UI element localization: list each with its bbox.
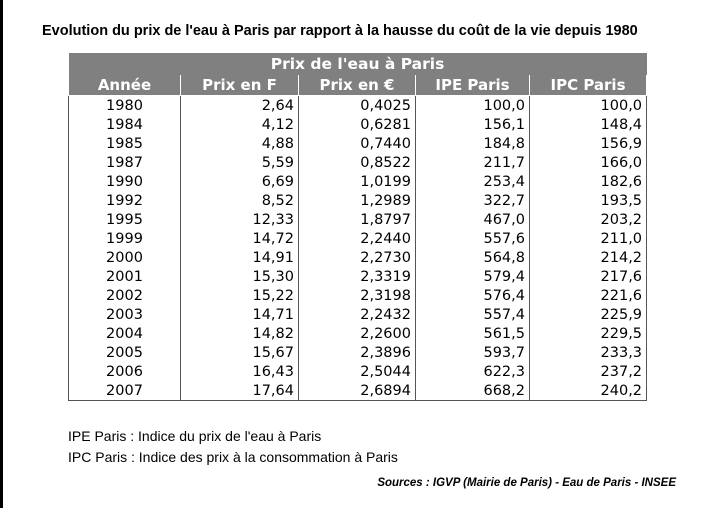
cell-ipe: 668,2 [416,381,530,401]
note-ipe: IPE Paris : Indice du prix de l'eau à Paris [68,428,322,444]
cell-prix-f: 15,30 [181,267,299,286]
cell-prix-euro: 2,2440 [299,229,416,248]
cell-prix-euro: 0,6281 [299,115,416,134]
cell-ipe: 564,8 [416,248,530,267]
cell-prix-f: 15,22 [181,286,299,305]
cell-annee: 1980 [69,96,181,116]
cell-ipc: 166,0 [530,153,647,172]
cell-prix-euro: 2,2432 [299,305,416,324]
cell-ipe: 579,4 [416,267,530,286]
cell-ipe: 322,7 [416,191,530,210]
cell-prix-euro: 2,2730 [299,248,416,267]
column-header-annee: Année [69,75,181,96]
cell-annee: 1995 [69,210,181,229]
table-row [69,267,647,286]
cell-prix-euro: 2,3896 [299,343,416,362]
cell-prix-f: 14,71 [181,305,299,324]
cell-annee: 1984 [69,115,181,134]
cell-ipc: 100,0 [530,96,647,116]
cell-prix-euro: 2,3198 [299,286,416,305]
cell-annee: 2002 [69,286,181,305]
table-group-header: Prix de l'eau à Paris [69,53,647,75]
cell-ipe: 211,7 [416,153,530,172]
cell-ipc: 233,3 [530,343,647,362]
column-header-prix-euro: Prix en € [299,75,416,96]
cell-annee: 2006 [69,362,181,381]
cell-prix-euro: 1,0199 [299,172,416,191]
table-row [69,210,647,229]
cell-annee: 2005 [69,343,181,362]
cell-prix-f: 4,12 [181,115,299,134]
cell-prix-f: 4,88 [181,134,299,153]
cell-annee: 2003 [69,305,181,324]
cell-ipe: 100,0 [416,96,530,116]
cell-prix-f: 2,64 [181,96,299,116]
table-row [69,324,647,343]
cell-ipc: 221,6 [530,286,647,305]
cell-prix-euro: 2,2600 [299,324,416,343]
cell-annee: 1999 [69,229,181,248]
table-row [69,248,647,267]
cell-ipc: 237,2 [530,362,647,381]
cell-prix-euro: 0,7440 [299,134,416,153]
column-header-ipc: IPC Paris [530,75,647,96]
cell-ipe: 184,8 [416,134,530,153]
left-border-rule [0,0,3,508]
cell-annee: 1990 [69,172,181,191]
cell-ipc: 203,2 [530,210,647,229]
column-header-prix-f: Prix en F [181,75,299,96]
table-row [69,191,647,210]
cell-ipe: 593,7 [416,343,530,362]
cell-annee: 2007 [69,381,181,401]
table-row [69,362,647,381]
cell-prix-euro: 2,5044 [299,362,416,381]
cell-prix-euro: 2,3319 [299,267,416,286]
table-row [69,305,647,324]
water-price-table [68,53,647,401]
cell-ipe: 557,6 [416,229,530,248]
cell-prix-f: 16,43 [181,362,299,381]
cell-ipc: 182,6 [530,172,647,191]
table-row [69,229,647,248]
cell-ipe: 557,4 [416,305,530,324]
table-row [69,153,647,172]
cell-ipe: 622,3 [416,362,530,381]
table-row [69,134,647,153]
cell-ipc: 148,4 [530,115,647,134]
cell-prix-f: 14,72 [181,229,299,248]
table-header-row [69,75,647,96]
cell-prix-euro: 1,2989 [299,191,416,210]
cell-annee: 2000 [69,248,181,267]
cell-annee: 1992 [69,191,181,210]
cell-prix-euro: 2,6894 [299,381,416,401]
cell-annee: 2001 [69,267,181,286]
cell-ipe: 576,4 [416,286,530,305]
cell-prix-euro: 0,4025 [299,96,416,116]
table-group-header-row [69,53,647,75]
cell-prix-f: 14,82 [181,324,299,343]
cell-prix-euro: 1,8797 [299,210,416,229]
cell-prix-f: 8,52 [181,191,299,210]
cell-ipc: 229,5 [530,324,647,343]
table-body [69,96,647,401]
cell-ipc: 211,0 [530,229,647,248]
table-row [69,172,647,191]
cell-prix-f: 15,67 [181,343,299,362]
cell-prix-f: 17,64 [181,381,299,401]
table-row [69,343,647,362]
table-row [69,96,647,116]
column-header-ipe: IPE Paris [416,75,530,96]
note-ipc: IPC Paris : Indice des prix à la consommation à Paris [68,449,398,465]
cell-ipe: 467,0 [416,210,530,229]
cell-ipc: 240,2 [530,381,647,401]
table-row [69,286,647,305]
page-title: Evolution du prix de l'eau à Paris par rapport à la hausse du coût de la vie depuis 1980 [42,23,638,39]
cell-prix-f: 12,33 [181,210,299,229]
cell-ipe: 561,5 [416,324,530,343]
cell-annee: 2004 [69,324,181,343]
sources-credit: Sources : IGVP (Mairie de Paris) - Eau de Paris - INSEE [377,477,676,489]
cell-ipe: 253,4 [416,172,530,191]
cell-prix-f: 5,59 [181,153,299,172]
cell-ipc: 156,9 [530,134,647,153]
cell-ipc: 225,9 [530,305,647,324]
table-row [69,381,647,401]
cell-ipe: 156,1 [416,115,530,134]
cell-prix-f: 14,91 [181,248,299,267]
cell-prix-euro: 0,8522 [299,153,416,172]
table-row [69,115,647,134]
cell-prix-f: 6,69 [181,172,299,191]
cell-ipc: 193,5 [530,191,647,210]
cell-annee: 1987 [69,153,181,172]
cell-ipc: 217,6 [530,267,647,286]
cell-annee: 1985 [69,134,181,153]
cell-ipc: 214,2 [530,248,647,267]
